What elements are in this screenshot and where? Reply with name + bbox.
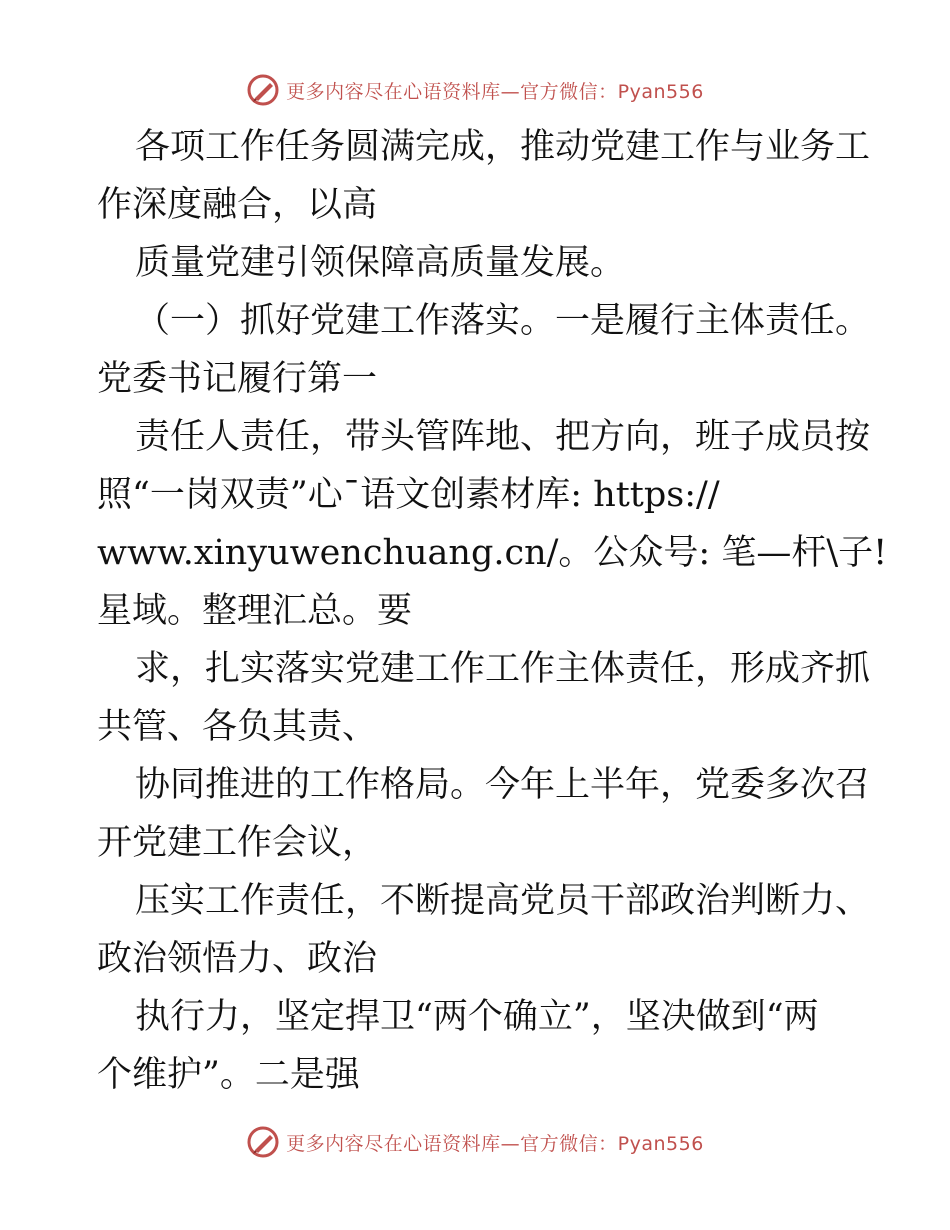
body-line: 质量党建引领保障高质量发展。 [135,243,626,283]
body-line: 党委书记履行第一 [97,359,378,399]
body-line: www.xinyuwenchuang.cn/。公众号: 笔—杆\子! [97,533,888,573]
body-line: 个维护”。二是强 [97,1055,360,1095]
document-body [97,118,888,1104]
footer-watermark [0,1122,950,1162]
pen-logo-icon [246,1125,280,1159]
body-line: 压实工作责任，不断提高党员干部政治判断力、 [135,881,871,921]
footer-watermark-text: 更多内容尽在心语资料库—官方微信：Pyan556 [286,1132,704,1155]
body-line: （一）抓好党建工作落实。一是履行主体责任。 [135,301,871,341]
body-line: 共管、各负其责、 [97,707,378,747]
body-line: 开党建工作会议， [97,823,378,863]
body-line: 星域。整理汇总。要 [97,591,413,631]
body-line: 协同推进的工作格局。今年上半年，党委多次召 [135,765,871,805]
body-line: 作深度融合，以高 [97,185,378,225]
header-watermark-text: 更多内容尽在心语资料库—官方微信：Pyan556 [286,80,704,103]
body-line: 求，扎实落实党建工作工作主体责任，形成齐抓 [135,649,871,689]
body-line: 各项工作任务圆满完成，推动党建工作与业务工 [135,127,871,167]
body-line: 政治领悟力、政治 [97,939,378,979]
header-watermark [0,70,950,110]
pen-logo-icon [246,73,280,107]
body-line: 执行力，坚定捍卫“两个确立”，坚决做到“两 [135,997,819,1037]
body-line: 责任人责任，带头管阵地、把方向，班子成员按 [135,417,871,457]
body-line: 照“一岗双责”心¯语文创素材库: https:// [97,475,720,515]
